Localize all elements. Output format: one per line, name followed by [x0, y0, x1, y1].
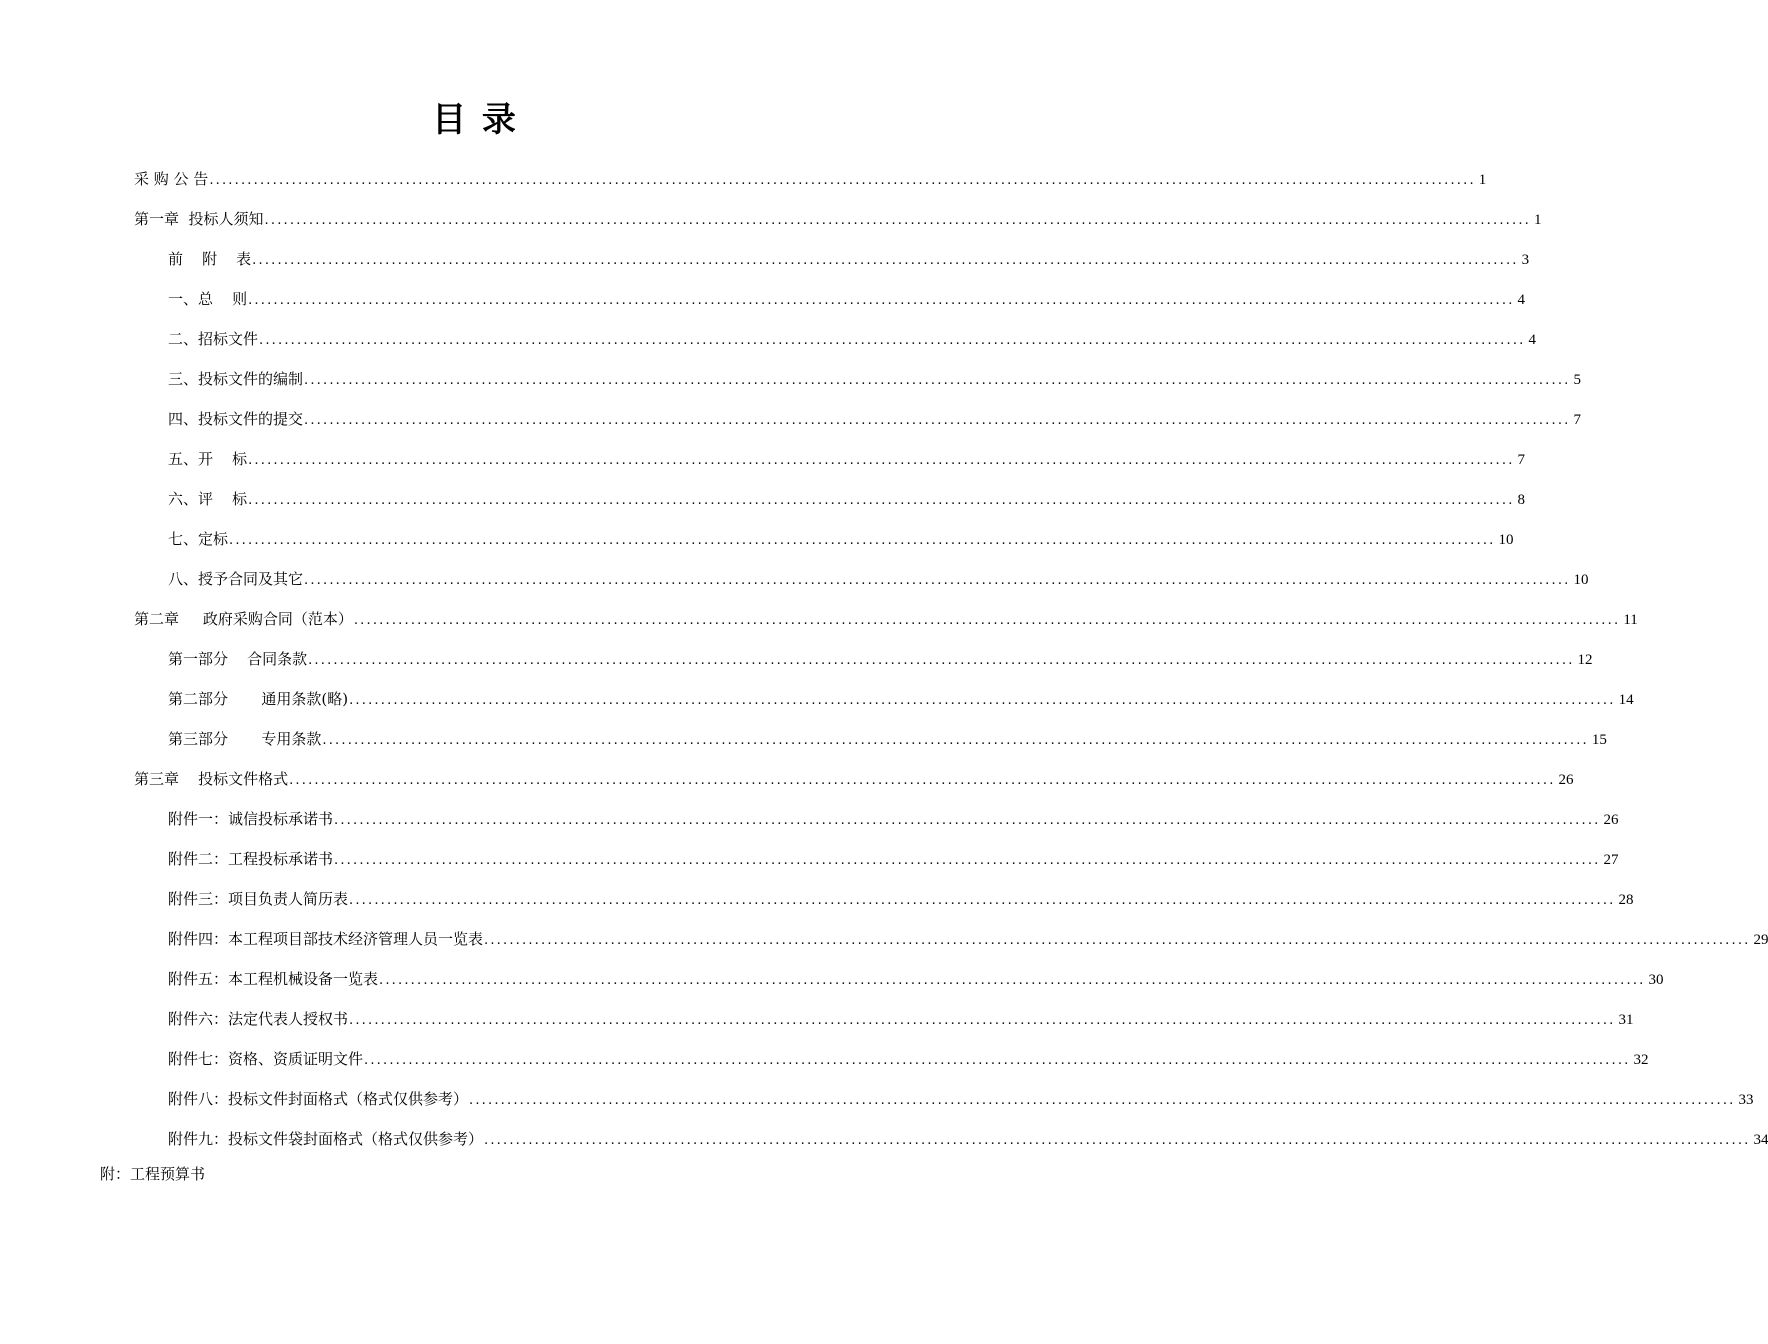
dot-leader: ........................................................................................................................................................................................................ [349, 893, 1616, 908]
dot-leader: ........................................................................................................................................................................................................ [304, 573, 1571, 588]
toc-page-number: 8 [1517, 492, 1526, 508]
toc-page-number: 7 [1517, 452, 1526, 468]
toc-entry-award-decision[interactable] [168, 526, 1514, 552]
toc-entry-part-1[interactable] [168, 646, 1593, 672]
toc-entry-label: 三、投标文件的编制 [168, 370, 304, 388]
toc-entry-label: 附件一：诚信投标承诺书 [168, 810, 334, 828]
toc-page-number: 12 [1577, 652, 1593, 668]
toc-entry-chapter-1[interactable] [134, 206, 1542, 232]
dot-leader: ........................................................................................................................................................................................................ [209, 173, 1476, 188]
toc-page-number: 3 [1521, 252, 1530, 268]
toc-entry-label: 附件八：投标文件封面格式（格式仅供参考） [168, 1090, 469, 1108]
dot-leader: ........................................................................................................................................................................................................ [322, 733, 1589, 748]
toc-page-number: 26 [1603, 812, 1619, 828]
toc-entry-label: 前 附 表 [168, 250, 252, 268]
dot-leader: ........................................................................................................................................................................................................ [469, 1093, 1736, 1108]
toc-entry-label: 第三章 投标文件格式 [134, 770, 289, 788]
toc-entry-part-2[interactable] [168, 686, 1634, 712]
dot-leader: ........................................................................................................................................................................................................ [364, 1053, 1631, 1068]
toc-entry-label: 第一部分 合同条款 [168, 650, 308, 668]
toc-page-number: 10 [1498, 532, 1514, 548]
toc-entry-contract-award[interactable] [168, 566, 1589, 592]
appendix-note: 附：工程预算书 [100, 1165, 206, 1183]
dot-leader: ........................................................................................................................................................................................................ [484, 933, 1751, 948]
toc-entry-bid-opening[interactable] [168, 446, 1526, 472]
dot-leader: ........................................................................................................................................................................................................ [264, 213, 1532, 228]
toc-entry-bid-submission[interactable] [168, 406, 1581, 432]
toc-entry-annex-2[interactable] [168, 846, 1619, 872]
toc-entry-annex-9[interactable] [168, 1126, 1768, 1152]
toc-page-number: 11 [1623, 612, 1638, 628]
toc-entry-annex-1[interactable] [168, 806, 1619, 832]
dot-leader: ........................................................................................................................................................................................................ [379, 973, 1646, 988]
toc-entry-annex-5[interactable] [168, 966, 1664, 992]
toc-entry-annex-7[interactable] [168, 1046, 1649, 1072]
toc-entry-chapter-3[interactable] [134, 766, 1574, 792]
dot-leader: ........................................................................................................................................................................................................ [248, 453, 1515, 468]
toc-page-number: 32 [1633, 1052, 1649, 1068]
toc-entry-label: 附件五：本工程机械设备一览表 [168, 970, 379, 988]
toc-entry-label: 第三部分 专用条款 [168, 730, 322, 748]
dot-leader: ........................................................................................................................................................................................................ [229, 533, 1496, 548]
toc-page-number: 27 [1603, 852, 1619, 868]
dot-leader: ........................................................................................................................................................................................................ [353, 613, 1621, 628]
toc-entry-general[interactable] [168, 286, 1526, 312]
toc-page-number: 28 [1618, 892, 1634, 908]
toc-page-number: 5 [1573, 372, 1581, 388]
dot-leader: ........................................................................................................................................................................................................ [248, 493, 1515, 508]
toc-entry-label: 第二章 政府采购合同（范本） [134, 610, 353, 628]
toc-entry-bid-preparation[interactable] [168, 366, 1581, 392]
toc-page-number: 31 [1618, 1012, 1634, 1028]
toc-entry-annex-4[interactable] [168, 926, 1768, 952]
dot-leader: ........................................................................................................................................................................................................ [289, 773, 1556, 788]
toc-page-number: 7 [1573, 412, 1581, 428]
toc-page-number: 15 [1591, 732, 1607, 748]
toc-entry-label: 第二部分 通用条款(略) [168, 690, 349, 708]
toc-entry-bid-evaluation[interactable] [168, 486, 1526, 512]
dot-leader: ........................................................................................................................................................................................................ [252, 253, 1519, 268]
toc-page-number: 10 [1573, 572, 1589, 588]
toc-entry-purchase-notice[interactable] [134, 166, 1487, 192]
toc-entry-label: 五、开 标 [168, 450, 248, 468]
toc-entry-label: 附件二：工程投标承诺书 [168, 850, 334, 868]
toc-entry-label: 二、招标文件 [168, 330, 259, 348]
page-title: 目 录 [432, 100, 518, 140]
toc-entry-annex-3[interactable] [168, 886, 1634, 912]
toc-page-number: 30 [1648, 972, 1664, 988]
dot-leader: ........................................................................................................................................................................................................ [248, 293, 1515, 308]
toc-page-number: 14 [1618, 692, 1634, 708]
toc-entry-front-table[interactable] [168, 246, 1530, 272]
dot-leader: ........................................................................................................................................................................................................ [484, 1133, 1751, 1148]
toc-page-number: 4 [1528, 332, 1536, 348]
toc-entry-annex-8[interactable] [168, 1086, 1754, 1112]
toc-entry-part-3[interactable] [168, 726, 1607, 752]
toc-entry-label: 一、总 则 [168, 290, 248, 308]
toc-entry-tender-docs[interactable] [168, 326, 1536, 352]
toc-entry-label: 八、授予合同及其它 [168, 570, 304, 588]
dot-leader: ........................................................................................................................................................................................................ [304, 373, 1571, 388]
toc-entry-label: 第一章 投标人须知 [134, 210, 264, 228]
toc-entry-label: 六、评 标 [168, 490, 248, 508]
dot-leader: ........................................................................................................................................................................................................ [304, 413, 1571, 428]
dot-leader: ........................................................................................................................................................................................................ [334, 853, 1601, 868]
toc-page-number: 34 [1753, 1132, 1768, 1148]
toc-entry-chapter-2[interactable] [134, 606, 1638, 632]
toc-entry-label: 七、定标 [168, 530, 229, 548]
dot-leader: ........................................................................................................................................................................................................ [349, 693, 1616, 708]
dot-leader: ........................................................................................................................................................................................................ [259, 333, 1526, 348]
toc-entry-label: 四、投标文件的提交 [168, 410, 304, 428]
toc-page-number: 1 [1534, 212, 1542, 228]
toc-page-number: 33 [1738, 1092, 1754, 1108]
toc-entry-label: 附件七：资格、资质证明文件 [168, 1050, 364, 1068]
toc-entry-label: 附件四：本工程项目部技术经济管理人员一览表 [168, 930, 484, 948]
toc-page-number: 29 [1753, 932, 1768, 948]
toc-entry-label: 附件九：投标文件袋封面格式（格式仅供参考） [168, 1130, 484, 1148]
dot-leader: ........................................................................................................................................................................................................ [349, 1013, 1616, 1028]
toc-entry-label: 采 购 公 告 [134, 170, 209, 188]
toc-entry-annex-6[interactable] [168, 1006, 1634, 1032]
toc-page-number: 1 [1478, 172, 1487, 188]
toc-entry-label: 附件六：法定代表人授权书 [168, 1010, 349, 1028]
toc-entry-label: 附件三：项目负责人简历表 [168, 890, 349, 908]
toc-page-number: 26 [1558, 772, 1574, 788]
toc-page-number: 4 [1517, 292, 1526, 308]
dot-leader: ........................................................................................................................................................................................................ [334, 813, 1601, 828]
dot-leader: ........................................................................................................................................................................................................ [308, 653, 1575, 668]
